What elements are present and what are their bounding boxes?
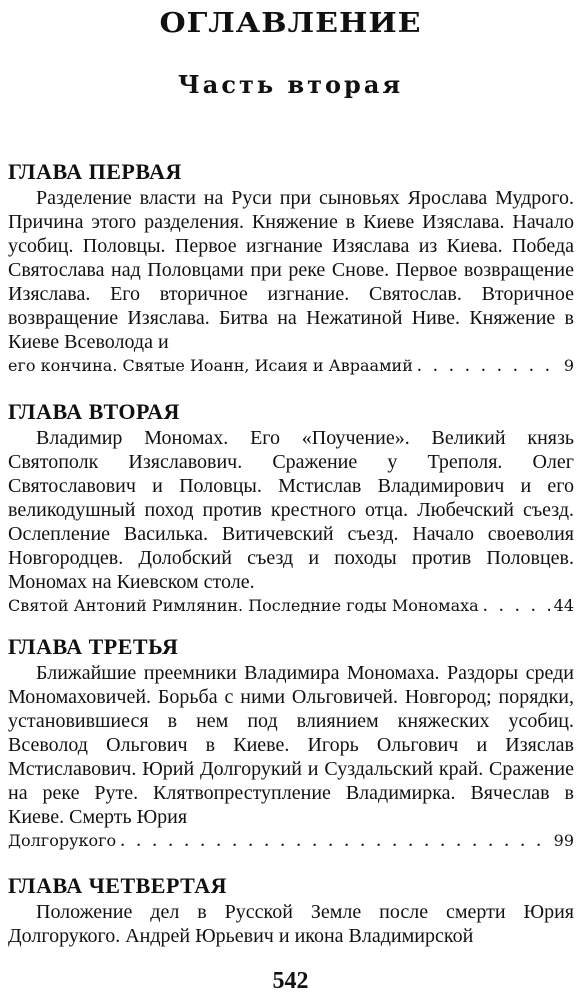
chapter-entry xyxy=(8,158,574,377)
leader-dots xyxy=(120,829,550,852)
page-heading: ОГЛАВЛЕНИЕ xyxy=(159,7,422,40)
page-number: 99 xyxy=(553,831,574,850)
chapter-summary: Разделение власти на Руси при сыновьях Ярослава Мудрого. Причина этого разделения. Княжение в Киеве Изяслава. Начало усобиц. Половцы. Первое изгнание Изяслава из Киева. Победа Святослава над Половцами при реке Снове. Первое возвращение Изяслава. Его вторичное изгнание. Святослав. Вторичное возвращение Изяслава. Битва на Нежатиной Ниве. Княжение в Киеве Всеволода и xyxy=(8,187,574,353)
chapter-summary-end: Святой Антоний Римлянин. Последние годы Мономаха xyxy=(8,596,479,615)
chapter-title: ГЛАВА ВТОРАЯ xyxy=(8,399,180,424)
chapter-summary: Владимир Мономах. Его «Поучение». Великий князь Святополк Изяславович. Сражение у Треполя. Олег Святославович и Половцы. Мстислав Владимирович и его великодушный поход против крестного отца. Любечский съезд. Ослепление Василька. Витичевский съезд. Начало своеволия Новгородцев. Долобский съезд и походы против Половцев. Мономах на Киевском столе. xyxy=(8,427,574,593)
page-number: 9 xyxy=(563,356,574,375)
leader-dots xyxy=(483,594,550,617)
chapter-summary-end: его кончина. Святые Иоанн, Исаия и Авраамий xyxy=(8,356,413,375)
chapter-title: ГЛАВА ТРЕТЬЯ xyxy=(8,634,179,659)
chapter-title: ГЛАВА ПЕРВАЯ xyxy=(8,159,182,184)
chapter-title: ГЛАВА ЧЕТВЕРТАЯ xyxy=(8,873,228,898)
page-folio: 542 xyxy=(272,968,309,994)
leader-dots xyxy=(417,354,560,377)
chapter-summary: Положение дел в Русской Земле после смерти Юрия Долгорукого. Андрей Юрьевич и икона Владимирской xyxy=(8,901,574,947)
chapter-entry xyxy=(8,398,574,617)
page-number: 44 xyxy=(553,596,574,615)
part-title: Часть вторая xyxy=(177,70,404,99)
chapter-entry xyxy=(8,633,574,852)
toc-line xyxy=(8,594,574,617)
chapter-summary: Ближайшие преемники Владимира Мономаха. Раздоры среди Мономаховичей. Борьба с ними Ольговичей. Новгород; порядки, установившиеся в нем под влиянием княжеских усобиц. Всеволод Ольгович в Киеве. Игорь Ольгович и Изяслав Мстиславович. Юрий Долгорукий и Суздальский край. Сражение на реке Руте. Клятвопреступление Владимирка. Вячеслав в Киеве. Смерть Юрия xyxy=(8,662,574,828)
toc-line xyxy=(8,829,574,852)
chapter-summary-end: Долгорукого xyxy=(8,831,117,850)
chapter-entry xyxy=(8,872,574,948)
toc-line xyxy=(8,354,574,377)
